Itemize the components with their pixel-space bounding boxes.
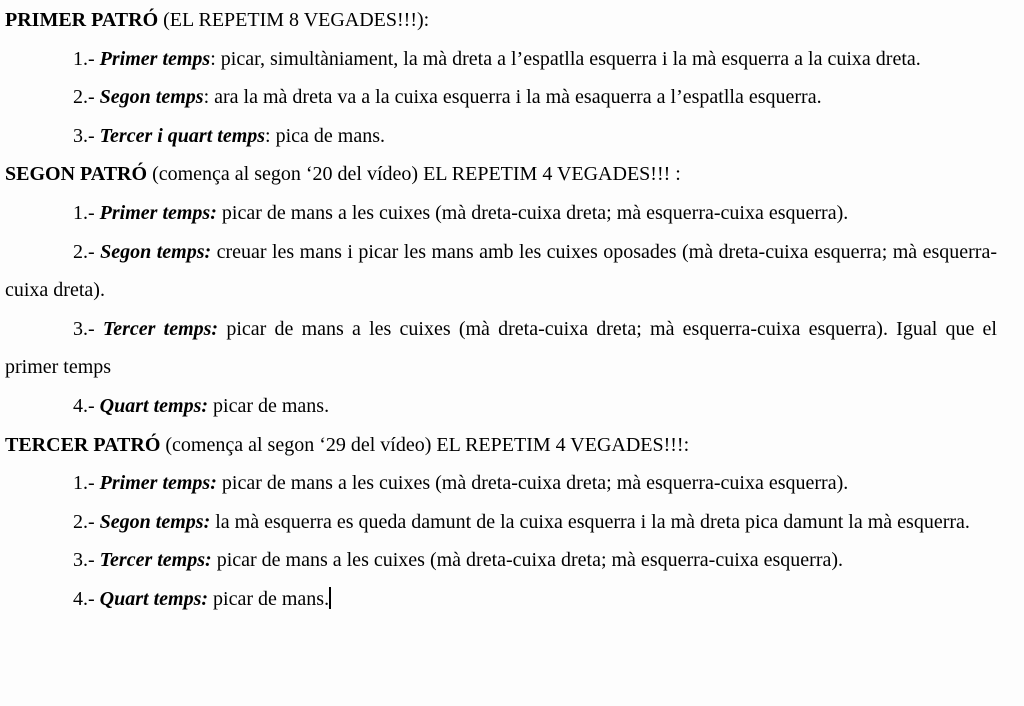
- item-label: Quart temps:: [99, 394, 209, 417]
- item-text: creuar les mans i picar les mans amb les cuixes oposades (mà dreta-cuixa esquerra; mà esquerra-cuixa dreta).: [5, 240, 997, 302]
- item-text: picar de mans.: [208, 587, 330, 610]
- item-label: Quart temps:: [99, 587, 209, 610]
- item-text: picar de mans a les cuixes (mà dreta-cuixa dreta; mà esquerra-cuixa esquerra).: [211, 549, 844, 572]
- item-number: 2.-: [73, 510, 100, 533]
- section-title: SEGON PATRÓ: [5, 163, 148, 186]
- item-number: 1.-: [73, 201, 100, 224]
- text-cursor: [329, 587, 331, 609]
- item-text: : picar, simultàniament, la mà dreta a l’espatlla esquerra i la mà esquerra a la cuixa dreta.: [210, 47, 921, 70]
- item-number: 3.-: [73, 549, 100, 572]
- item-label: Tercer temps:: [102, 317, 219, 340]
- section-title: TERCER PATRÓ: [5, 433, 161, 456]
- section-heading: [5, 1, 997, 40]
- item-text: picar de mans a les cuixes (mà dreta-cuixa dreta; mà esquerra-cuixa esquerra).: [216, 201, 849, 224]
- section-subtitle: (comença al segon ‘20 del vídeo) EL REPETIM 4 VEGADES!!! :: [147, 163, 681, 186]
- item-text: picar de mans.: [208, 394, 330, 417]
- section-subtitle: (EL REPETIM 8 VEGADES!!!):: [158, 9, 430, 31]
- item-number: 4.-: [73, 587, 100, 610]
- item-label: Segon temps: [99, 86, 204, 109]
- list-item: [5, 580, 997, 619]
- list-item: [5, 541, 997, 580]
- list-item: [5, 233, 997, 310]
- list-item: [5, 40, 997, 79]
- item-label: Primer temps:: [99, 472, 217, 495]
- list-item: [5, 464, 997, 503]
- item-label: Segon temps:: [99, 510, 211, 533]
- item-number: 1.-: [73, 472, 100, 495]
- item-text: picar de mans a les cuixes (mà dreta-cuixa dreta; mà esquerra-cuixa esquerra). Igual que el primer temps: [5, 317, 997, 379]
- item-label: Tercer i quart temps: [99, 124, 266, 147]
- item-label: Tercer temps:: [99, 549, 212, 572]
- section-subtitle: (comença al segon ‘29 del vídeo) EL REPETIM 4 VEGADES!!!:: [160, 433, 690, 456]
- list-item: [5, 310, 997, 387]
- item-number: 2.-: [73, 86, 100, 109]
- list-item: [5, 117, 997, 156]
- item-text: : pica de mans.: [265, 124, 386, 147]
- section-heading: [5, 155, 997, 194]
- item-number: 2.-: [73, 240, 101, 263]
- item-number: 4.-: [73, 394, 100, 417]
- section-title: PRIMER PATRÓ: [5, 9, 159, 31]
- item-number: 1.-: [73, 47, 100, 70]
- item-number: 3.-: [73, 317, 103, 340]
- list-item: [5, 194, 997, 233]
- item-label: Primer temps: [99, 47, 211, 70]
- item-label: Primer temps:: [99, 201, 217, 224]
- item-label: Segon temps:: [100, 240, 212, 263]
- list-item: [5, 78, 997, 117]
- item-text: picar de mans a les cuixes (mà dreta-cuixa dreta; mà esquerra-cuixa esquerra).: [216, 472, 849, 495]
- section-heading: [5, 426, 997, 465]
- list-item: [5, 503, 997, 542]
- list-item: [5, 387, 997, 426]
- item-text: : ara la mà dreta va a la cuixa esquerra i la mà esaquerra a l’espatlla esquerra.: [203, 86, 822, 109]
- item-text: la mà esquerra es queda damunt de la cuixa esquerra i la mà dreta pica damunt la mà esquerra.: [210, 510, 970, 533]
- item-number: 3.-: [73, 124, 100, 147]
